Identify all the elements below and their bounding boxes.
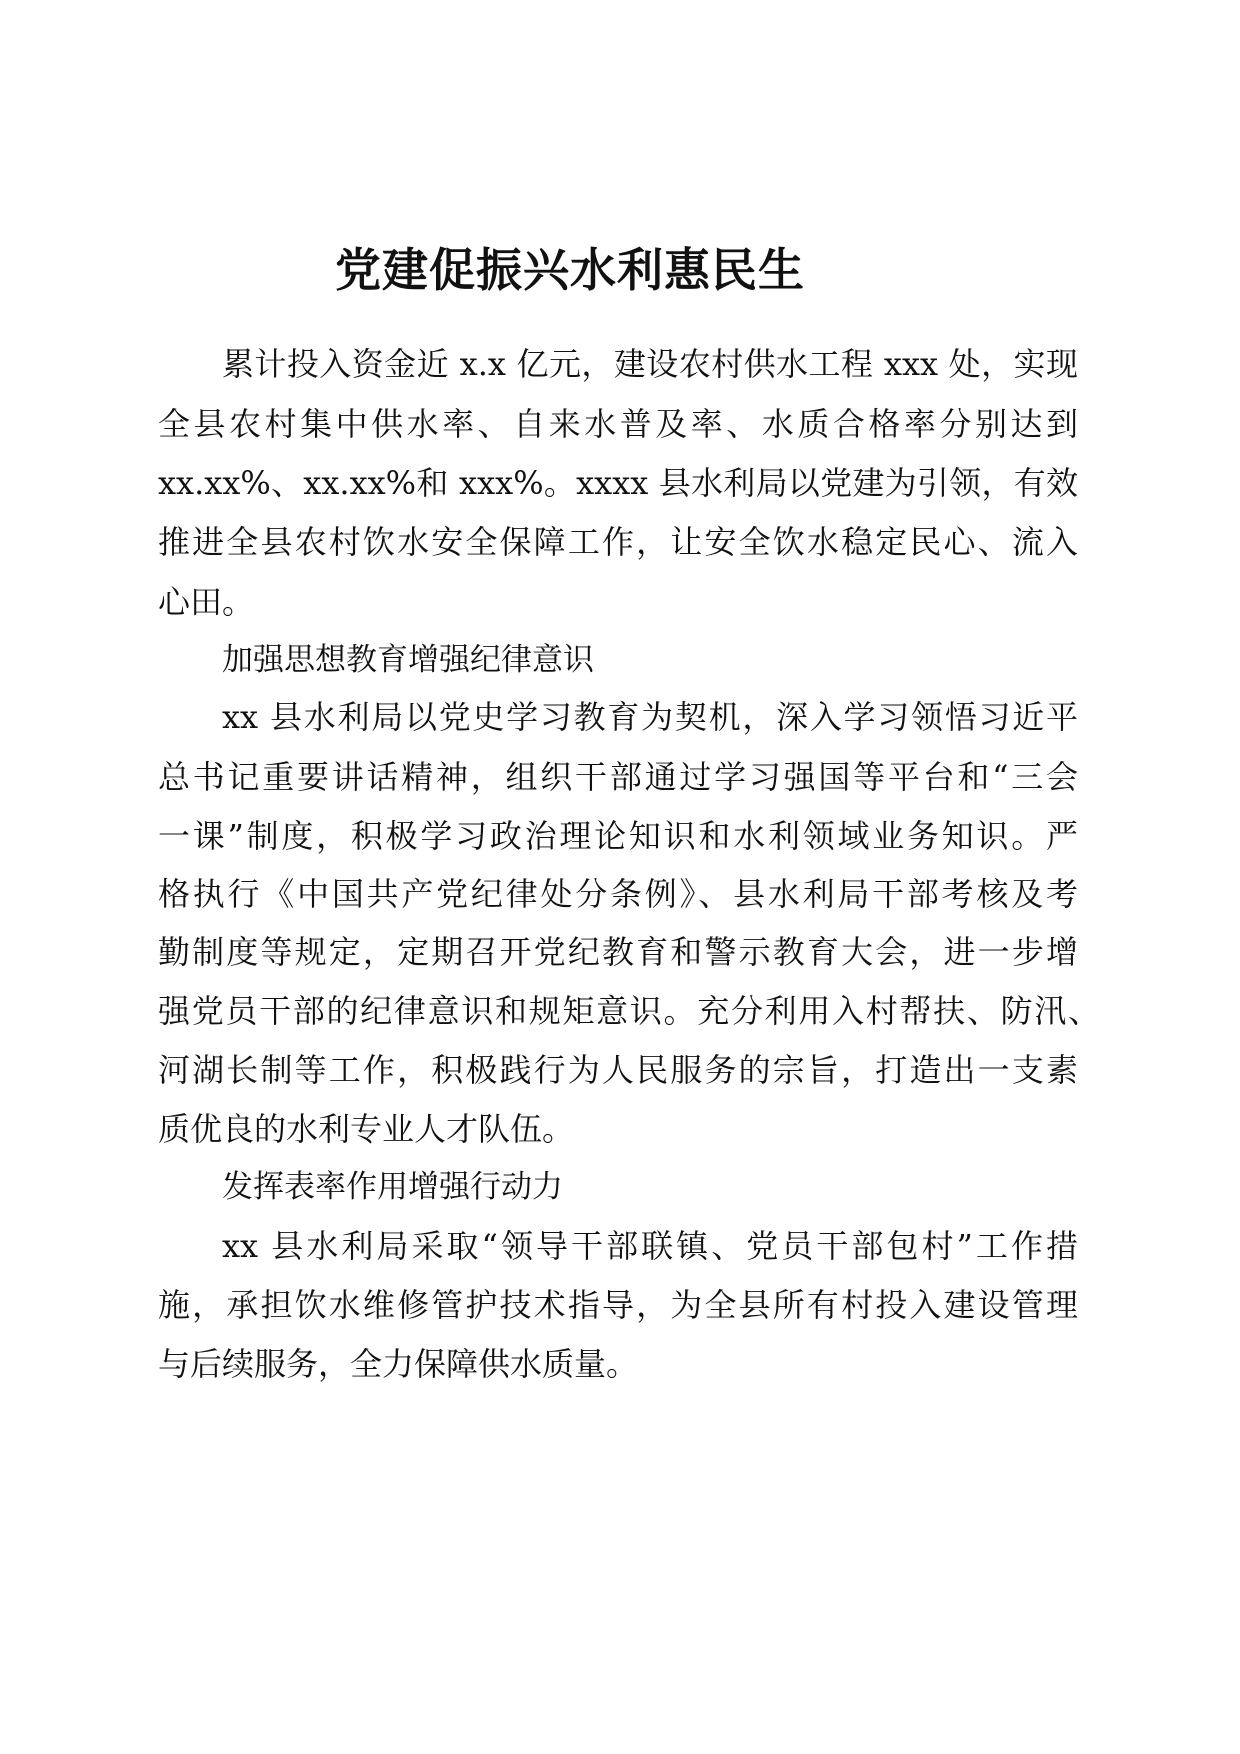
paragraph-1-line-5: 心田。 bbox=[158, 583, 255, 621]
paragraph-1-line-2: 全县农村集中供水率、自来水普及率、水质合格率分别达到 bbox=[158, 405, 1078, 443]
section-1-line-2: 总书记重要讲话精神，组织干部通过学习强国等平台和“三会 bbox=[158, 758, 1078, 796]
section-2-line-2: 施，承担饮水维修管护技术指导，为全县所有村投入建设管理 bbox=[158, 1286, 1078, 1324]
section-1-heading: 加强思想教育增强纪律意识 bbox=[222, 642, 594, 678]
section-1-line-5: 勤制度等规定，定期召开党纪教育和警示教育大会，进一步增 bbox=[158, 933, 1078, 971]
section-1-line-4: 格执行《中国共产党纪律处分条例》、县水利局干部考核及考 bbox=[158, 875, 1078, 913]
section-1-line-3: 一课”制度，积极学习政治理论知识和水利领域业务知识。严 bbox=[158, 817, 1078, 855]
section-2-heading: 发挥表率作用增强行动力 bbox=[222, 1169, 563, 1205]
section-2-line-3: 与后续服务，全力保障供水质量。 bbox=[158, 1345, 639, 1383]
paragraph-1-line-4: 推进全县农村饮水安全保障工作，让安全饮水稳定民心、流入 bbox=[158, 523, 1078, 561]
section-1-line-7: 河湖长制等工作，积极践行为人民服务的宗旨，打造出一支素 bbox=[158, 1051, 1078, 1089]
section-1-line-6: 强党员干部的纪律意识和规矩意识。充分利用入村帮扶、防汛、 bbox=[158, 992, 1100, 1030]
section-2-line-1: xx 县水利局采取“领导干部联镇、党员干部包村”工作措 bbox=[222, 1227, 1078, 1265]
paragraph-1-line-1: 累计投入资金近 x.x 亿元，建设农村供水工程 xxx 处，实现 bbox=[222, 345, 1078, 383]
document-title: 党建促振兴水利惠民生 bbox=[335, 243, 805, 297]
section-1-line-8: 质优良的水利专业人才队伍。 bbox=[158, 1110, 575, 1148]
paragraph-1-line-3: xx.xx%、xx.xx%和 xxx%。xxxx 县水利局以党建为引领，有效 bbox=[158, 464, 1078, 502]
section-1-line-1: xx 县水利局以党史学习教育为契机，深入学习领悟习近平 bbox=[222, 698, 1078, 736]
